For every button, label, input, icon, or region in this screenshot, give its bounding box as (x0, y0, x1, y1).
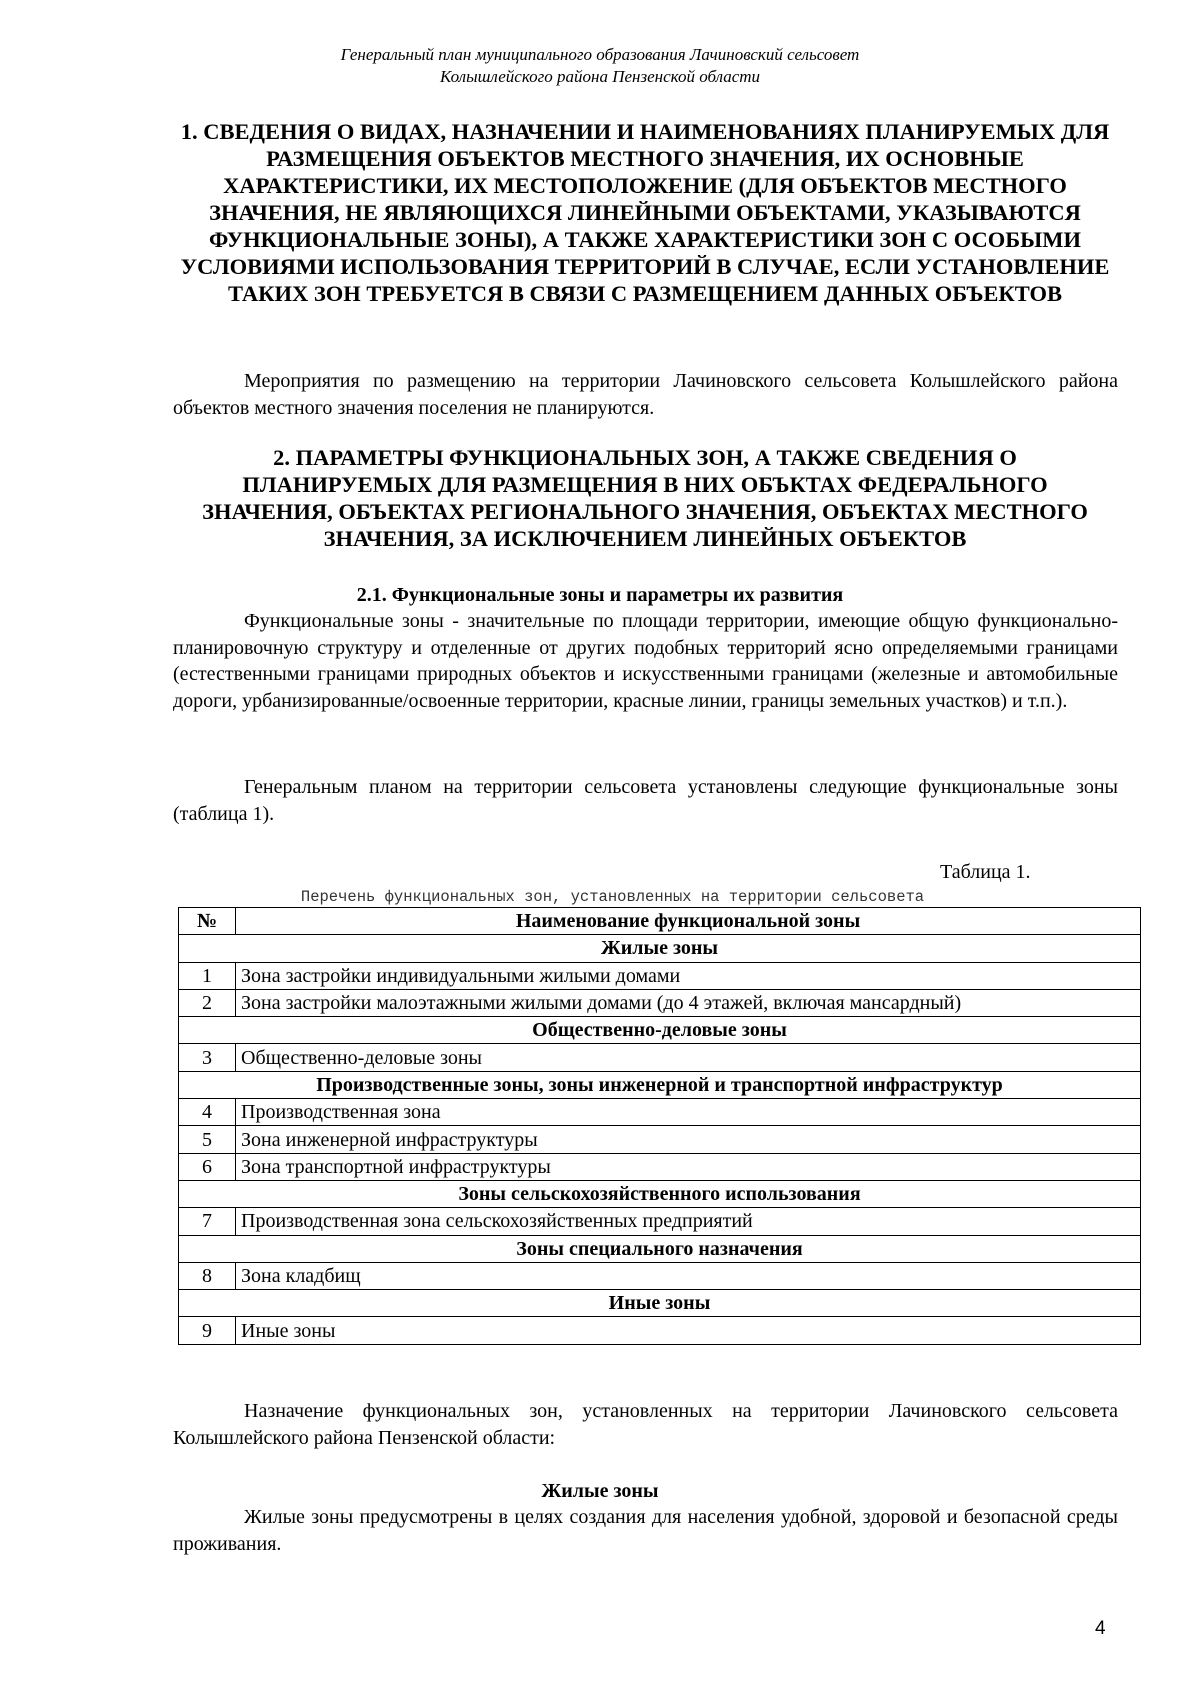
table-row (179, 989, 1141, 1016)
table-header-row (179, 908, 1141, 935)
section-1-title: 1. СВЕДЕНИЯ О ВИДАХ, НАЗНАЧЕНИИ И НАИМЕНОВАНИЯХ ПЛАНИРУЕМЫХ ДЛЯ РАЗМЕЩЕНИЯ ОБЪЕКТОВ МЕСТНОГО ЗНАЧЕНИЯ, ИХ ОСНОВНЫЕ ХАРАКТЕРИСТИКИ, ИХ МЕСТОПОЛОЖЕНИЕ (ДЛЯ ОБЪЕКТОВ МЕСТНОГО ЗНАЧЕНИЯ, НЕ ЯВЛЯЮЩИХСЯ ЛИНЕЙНЫМИ ОБЪЕКТАМИ, УКАЗЫВАЮТСЯ ФУНКЦИОНАЛЬНЫЕ ЗОНЫ), А ТАКЖЕ ХАРАКТЕРИСТИКИ ЗОН С ОСОБЫМИ УСЛОВИЯМИ ИСПОЛЬЗОВАНИЯ ТЕРРИТОРИЙ В СЛУЧАЕ, ЕСЛИ УСТАНОВЛЕНИЕ ТАКИХ ЗОН ТРЕБУЕТСЯ В СВЯЗИ С РАЗМЕЩЕНИЕМ ДАННЫХ ОБЪЕКТОВ (180, 119, 1110, 306)
table-group-row (179, 935, 1141, 962)
zone-name: Зона застройки индивидуальными жилыми домами (236, 962, 1141, 989)
table-caption: Перечень функциональных зон, установленных на территории сельсовета (300, 888, 925, 906)
zone-name: Производственная зона сельскохозяйственных предприятий (236, 1208, 1141, 1235)
row-number: 1 (179, 962, 236, 989)
table-row (179, 962, 1141, 989)
functional-zones-intro: Генеральным планом на территории сельсовета установлены следующие функциональные зоны (таблица 1). (173, 776, 1118, 825)
table-row (179, 1262, 1141, 1289)
row-number: 5 (179, 1126, 236, 1153)
row-number: 7 (179, 1208, 236, 1235)
group-title: Иные зоны (179, 1290, 1141, 1317)
row-number: 2 (179, 989, 236, 1016)
table-body (179, 935, 1141, 1344)
header-line-1: Генеральный план муниципального образования Лачиновский сельсовет (340, 45, 860, 64)
zone-name: Общественно-деловые зоны (236, 1044, 1141, 1071)
purpose-paragraph: Назначение функциональных зон, установленных на территории Лачиновского сельсовета Колышлейского района Пензенской области: (173, 1400, 1118, 1449)
table-row (179, 1208, 1141, 1235)
row-number: 4 (179, 1099, 236, 1126)
header-num: № (179, 908, 236, 935)
zone-name: Зона инженерной инфраструктуры (236, 1126, 1141, 1153)
residential-zones-title: Жилые зоны (541, 1480, 659, 1502)
section-1-paragraph: Мероприятия по размещению на территории Лачиновского сельсовета Колышлейского района объектов местного значения поселения не планируются. (173, 370, 1118, 419)
group-title: Зоны сельскохозяйственного использования (179, 1180, 1141, 1207)
running-header (0, 44, 1200, 88)
zone-name: Зона транспортной инфраструктуры (236, 1153, 1141, 1180)
header-line-2: Колышлейского района Пензенской области (439, 67, 761, 86)
row-number: 9 (179, 1317, 236, 1344)
table-group-row (179, 1180, 1141, 1207)
zone-name: Зона кладбищ (236, 1262, 1141, 1289)
table-group-row (179, 1235, 1141, 1262)
row-number: 8 (179, 1262, 236, 1289)
table-row (179, 1044, 1141, 1071)
residential-zones-paragraph: Жилые зоны предусмотрены в целях создания для населения удобной, здоровой и безопасной среды проживания. (173, 1506, 1118, 1555)
table-label: Таблица 1. (940, 861, 1031, 883)
header-name: Наименование функциональной зоны (236, 908, 1141, 935)
zone-name: Иные зоны (236, 1317, 1141, 1344)
group-title: Общественно-деловые зоны (179, 1017, 1141, 1044)
functional-zones-table (178, 907, 1141, 1345)
table-row (179, 1153, 1141, 1180)
row-number: 6 (179, 1153, 236, 1180)
section-2-title: 2. ПАРАМЕТРЫ ФУНКЦИОНАЛЬНЫХ ЗОН, А ТАКЖЕ СВЕДЕНИЯ О ПЛАНИРУЕМЫХ ДЛЯ РАЗМЕЩЕНИЯ В НИХ ОБЪКТАХ ФЕДЕРАЛЬНОГО ЗНАЧЕНИЯ, ОБЪЕКТАХ РЕГИОНАЛЬНОГО ЗНАЧЕНИЯ, ОБЪЕКТАХ МЕСТНОГО ЗНАЧЕНИЯ, ЗА ИСКЛЮЧЕНИЕМ ЛИНЕЙНЫХ ОБЪЕКТОВ (202, 445, 1088, 551)
section-2-1-title: 2.1. Функциональные зоны и параметры их развития (356, 584, 844, 606)
zone-name: Зона застройки малоэтажными жилыми домами (до 4 этажей, включая мансардный) (236, 989, 1141, 1016)
table-row (179, 1099, 1141, 1126)
table-group-row (179, 1071, 1141, 1098)
group-title: Жилые зоны (179, 935, 1141, 962)
table-row (179, 1317, 1141, 1344)
functional-zones-definition: Функциональные зоны - значительные по площади территории, имеющие общую функционально-планировочную структуру и отделенные от других подобных территорий ясно определяемыми границами (естественными границами природных объектов и искусственными границами (железные и автомобильные дороги, урбанизированные/освоенные территории, красные линии, границы земельных участков) и т.п.). (173, 610, 1118, 712)
row-number: 3 (179, 1044, 236, 1071)
group-title: Производственные зоны, зоны инженерной и транспортной инфраструктур (179, 1071, 1141, 1098)
table-group-row (179, 1290, 1141, 1317)
group-title: Зоны специального назначения (179, 1235, 1141, 1262)
table-group-row (179, 1017, 1141, 1044)
table-row (179, 1126, 1141, 1153)
page-number: 4 (1095, 1618, 1106, 1639)
zone-name: Производственная зона (236, 1099, 1141, 1126)
